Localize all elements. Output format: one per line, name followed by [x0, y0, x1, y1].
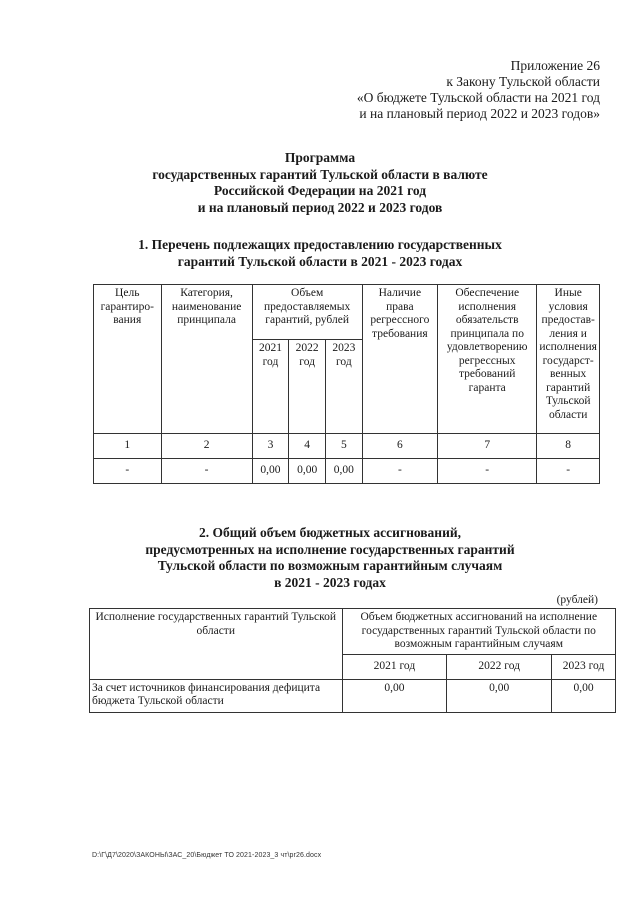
title-line: Программа [284, 150, 356, 165]
table-row [94, 459, 600, 484]
header-goal: Цель гарантиро-вания [94, 285, 162, 434]
header-category: Категория, наименование принципала [161, 285, 252, 434]
column-number: 8 [537, 434, 600, 459]
cell-2021: 0,00 [252, 459, 289, 484]
section-title-line: в 2021 - 2023 годах [274, 574, 386, 590]
header-execution: Исполнение государственных гарантий Тульской области [90, 609, 343, 680]
header-year-2022: 2022 год [447, 654, 552, 679]
column-number: 3 [252, 434, 289, 459]
file-path-footer: D:\Г\Д7\2020\ЗАКОНЫ\ЗАС_20\Бюджет ТО 2021-2023_3 чт\pr26.docx [92, 852, 322, 859]
header-volume: Объем предоставляемых гарантий, рублей [252, 285, 362, 340]
annex-line: Приложение 26 [510, 58, 600, 73]
unit-label: (рублей) [556, 594, 598, 606]
annex-header [300, 58, 600, 122]
table-row [90, 679, 616, 712]
header-year-2023: 2023 год [552, 654, 616, 679]
cell-regress: - [362, 459, 437, 484]
column-number: 1 [94, 434, 162, 459]
guarantees-table [93, 284, 600, 484]
annex-line: к Закону Тульской области [446, 74, 600, 89]
row-label: За счет источников финансирования дефицита бюджета Тульской области [90, 679, 343, 712]
column-number: 2 [161, 434, 252, 459]
section2-title [110, 525, 550, 591]
header-allocation: Объем бюджетных ассигнований на исполнение государственных гарантий Тульской области по возможным гарантийным случаям [342, 609, 615, 655]
column-number: 7 [438, 434, 537, 459]
section1-title [80, 237, 560, 270]
cell-goal: - [94, 459, 162, 484]
cell-2022: 0,00 [289, 459, 326, 484]
title-line: и на плановый период 2022 и 2023 годов [197, 199, 443, 215]
section-title-line: Тульской области по возможным гарантийным случаям [157, 558, 503, 573]
cell-2022: 0,00 [447, 679, 552, 712]
program-title [80, 150, 560, 216]
header-year-2022: 2022 год [289, 340, 326, 434]
cell-category: - [161, 459, 252, 484]
title-line: Российской Федерации на 2021 год [213, 183, 427, 198]
header-year-2021: 2021 год [252, 340, 289, 434]
cell-2023: 0,00 [325, 459, 362, 484]
annex-line: «О бюджете Тульской области на 2021 год [356, 90, 600, 105]
allocations-table [89, 608, 616, 713]
header-security: Обеспечение исполнения обязательств принципала по удовлетворению регрессных требований гаранта [438, 285, 537, 434]
column-number: 5 [325, 434, 362, 459]
annex-line: и на плановый период 2022 и 2023 годов» [359, 106, 600, 121]
column-number: 6 [362, 434, 437, 459]
section-title-line: предусмотренных на исполнение государственных гарантий [145, 541, 515, 557]
cell-2023: 0,00 [552, 679, 616, 712]
cell-security: - [438, 459, 537, 484]
header-other: Иные условия предостав-ления и исполнения государст-венных гарантий Тульской области [537, 285, 600, 434]
cell-other: - [537, 459, 600, 484]
header-year-2023: 2023 год [325, 340, 362, 434]
column-number: 4 [289, 434, 326, 459]
header-year-2021: 2021 год [342, 654, 447, 679]
title-line: государственных гарантий Тульской области в валюте [152, 166, 488, 182]
cell-2021: 0,00 [342, 679, 447, 712]
header-regress: Наличие права регрессного требования [362, 285, 437, 434]
section-title-line: гарантий Тульской области в 2021 - 2023 годах [177, 253, 463, 269]
section-title-line: 1. Перечень подлежащих предоставлению государственных [138, 237, 502, 252]
section-title-line: 2. Общий объем бюджетных ассигнований, [198, 525, 462, 540]
